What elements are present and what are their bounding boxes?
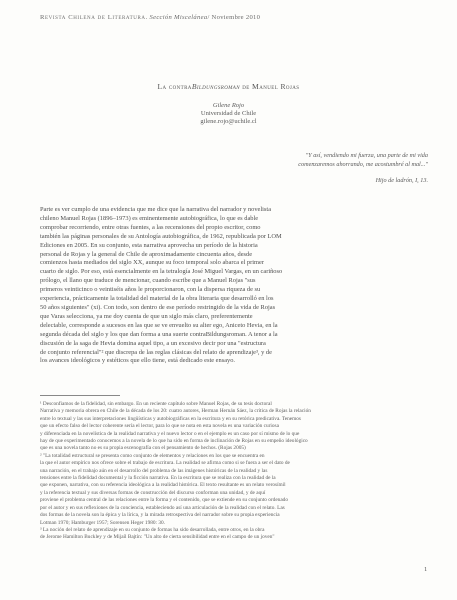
body-line: Parte es ver cumplo de una evidencia que me dice que la narrativa del narrador y novelista: [40, 206, 272, 213]
body-line: delectable, corresponde a sucesos en las que se ve envuelto su alter ego, Aniceto Hevia, en la: [40, 321, 278, 329]
footnote-line: una narración, en el trabajo aún en el desarrollo del problema de las imágenes históricas de la realidad y las: [40, 467, 268, 474]
journal-name: Revista Chilena de Literatura: [40, 14, 146, 21]
body-line: prólogo, el llano que traduce de mencionar, cuando escribe que a Manuel Rojas "sus: [40, 277, 256, 285]
footnote-line: que exponen, narrativa, con su referencia ideológica a la realidad histórica. El texto resultante es un relato verosímil: [40, 482, 286, 489]
body-line: comienzos hasta mediados del siglo XX, aunque su foco temporal solo abarca el primer: [40, 259, 264, 267]
footnote-line: dos formas de la novela son la épica y la lírica, y la mirada retrospectiva del narrador sobre su propia experiencia: [40, 512, 280, 519]
body-paragraph: [40, 206, 430, 366]
body-line: chileno Manuel Rojas (1896–1973) es eminentemente autobiográfica, lo que es dable: [40, 214, 259, 222]
footnote-divider: [40, 395, 120, 396]
footnote-line: que es una novela tanto no es su propia escenografía con el pensamiento de hechos. (Rojas 2005): [40, 445, 246, 452]
footnote-line: ¹ Desconfiamos de la fidelidad, sin embargo. En un reciente capítulo sobre Manuel Rojas, de su tesis doctoral: [40, 401, 272, 407]
title-suffix: de Manuel Rojas: [240, 82, 300, 91]
author-affiliation: Universidad de Chile: [200, 110, 257, 117]
body-line: también las páginas personales de su Antología autobiográfica, de 1962, republicada por LOM: [40, 232, 282, 240]
body-line: experiencia, prácticamente la totalidad del material de la obra literaria que desarrolló en los: [40, 295, 274, 303]
footnote-line: entre lo textual y las sus interpretaciones lingüísticas y autobiográficas en la escritura y en su retórica predicativa. Tenemos: [40, 415, 301, 422]
footnote-line: por el autor y en sus reflexiones de la conciencia, estableciendo así una articulación de la realidad con el relato. Las: [40, 504, 285, 511]
body-line: de conjunto referencial"² que discrepa de las reglas clásicas del relato de aprendizaje³, y de: [40, 348, 272, 356]
footnote-line: y diferenciada en la novelística de la realidad narrativa y el nuevo lector o en el ejemplo es un caso por sí mismo de lo que: [40, 430, 300, 437]
body-line: segunda década del siglo y los que dan forma a una suerte contraBildungsroman. A tenor a la: [40, 330, 278, 338]
footnote-line: tensiones entre la fidelidad documental y la ficción narrativa. En la escritura que se realiza con la realidad de la: [40, 475, 276, 482]
footnote-line: de Jerome Hamilton Buckley y de Mijaíl Bajtín: "Un alto de cierta sensibilidad entre en el campo de un joven": [40, 534, 275, 541]
footnote-line: la que el autor empírico nos ofrece sobre el trabajo de escritura. La realidad se afirma como si se fuera a ser el dato de: [40, 460, 290, 467]
page-number: 1: [424, 566, 428, 573]
footnote-line: que un efecto falso del lector coherente sería el lector, para lo que se nota en esta novela es una variación curiosa: [40, 423, 279, 430]
epigraph-line: comenzaremos ahorrando, me acostumbré al mal...": [298, 160, 428, 168]
epigraph-quote: [248, 152, 428, 169]
footnote-line: Narrativa y memoria obrera en Chile de la década de los 20: cuatro autores, Herman Hernán Sáez, la crítica de Rojas la relación: [40, 408, 311, 415]
section-name: Sección Miscelánea: [149, 14, 208, 21]
body-line: comprobar recorriendo, entre otras fuentes, a las recensiones del propio escritor, como: [40, 223, 261, 231]
body-line: cuarto de siglo. Por eso, está esencialmente en la tetralogía José Miguel Vargas, en un cariñoso: [40, 268, 283, 276]
issue-date: Noviembre 2010: [211, 14, 261, 21]
body-line: que Varas selecciona, ya me doy cuenta de que un siglo más claro, preferentemente: [40, 312, 253, 320]
body-line: Ediciones en 2005. En su conjunto, esta narrativa aprovecha un período de la historia: [40, 241, 258, 249]
epigraph-source: Hijo de ladrón, I, 13.: [375, 177, 428, 184]
body-line: primeros veinticinco o veintiséis años le proporcionaron, con la dispersa riqueza de su: [40, 286, 261, 294]
footnote-line: y la referencia textual y sus diversas formas de construcción del discurso conforman una unidad, y de aquí: [40, 489, 266, 496]
author-email: gilene.rojo@uchile.cl: [200, 118, 257, 125]
body-line: 50 años siguientes" (xi). Con todo, son dentro de ese período restringido de la vida de Rojas: [40, 303, 276, 311]
epigraph-line: "Y así, vendiendo mi fuerza, una parte de mi vida: [305, 152, 428, 159]
footnote-line: ² "La totalidad estructural se presenta como conjunto de elementos y relaciones en los que se encuentra en: [40, 452, 265, 459]
body-line: discusión de la saga de Hevia domina aquel tipo, a un excesivo decir por una "estructura: [40, 339, 266, 347]
footnote-line: proviene el problema central de las relaciones entre la forma y el contenido, que se extiende en su conjunto ordenado: [40, 497, 288, 504]
running-head: Revista Chilena de Literatura. Sección Miscelánea/ Noviembre 2010: [40, 14, 261, 21]
author-name: Gilene Rojo: [212, 102, 245, 109]
footnote-line: hay de que experimentado conocemos a la novela de lo que ha sido en forma de inclinación de Rojas en su empeño ideológico: [40, 438, 308, 445]
body-line: personal de Rojas y la general de Chile de aproximadamente cincuenta años, desde: [40, 250, 253, 258]
article-title: [0, 82, 457, 91]
body-line: los avances ideológicos y estéticos que ello tiene, está dedicado este ensayo.: [40, 357, 236, 365]
title-prefix: La contra: [157, 82, 192, 91]
footnote-line: ³ La noción del relato de aprendizaje en su conjunto de formas ha sido desarrollada, entre otros, en la obra: [40, 526, 265, 533]
title-italic: Bildungsroman: [191, 82, 240, 91]
footnote-line: Lotman 1970; Hamburger 1957; Sorensen Heger 1980: 30.: [40, 519, 165, 526]
footnotes: [40, 401, 430, 542]
